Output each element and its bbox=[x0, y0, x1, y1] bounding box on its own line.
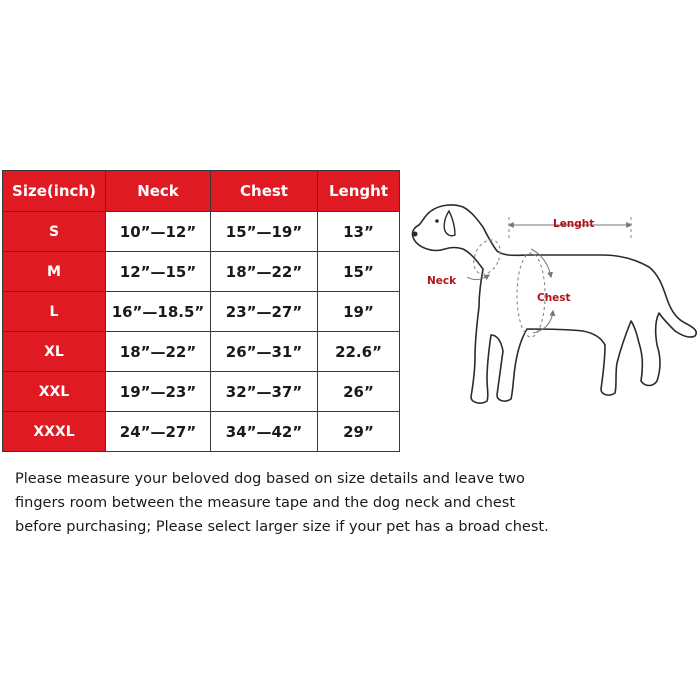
table-row bbox=[3, 292, 400, 332]
chest-cell: 32”—37” bbox=[211, 372, 318, 412]
chest-cell: 34”—42” bbox=[211, 412, 318, 452]
note-line: before purchasing; Please select larger size if your pet has a broad chest. bbox=[15, 519, 549, 535]
neck-cell: 24”—27” bbox=[106, 412, 211, 452]
header-length: Lenght bbox=[318, 171, 400, 212]
table-row bbox=[3, 252, 400, 292]
neck-label: Neck bbox=[427, 275, 457, 287]
chest-cell: 23”—27” bbox=[211, 292, 318, 332]
dog-measurement-diagram bbox=[405, 195, 700, 405]
length-cell: 26” bbox=[318, 372, 400, 412]
header-neck: Neck bbox=[106, 171, 211, 212]
table-row bbox=[3, 332, 400, 372]
length-cell: 15” bbox=[318, 252, 400, 292]
note-line: Please measure your beloved dog based on size details and leave two bbox=[15, 471, 525, 487]
size-cell: XL bbox=[3, 332, 106, 372]
size-cell: XXL bbox=[3, 372, 106, 412]
size-cell: L bbox=[3, 292, 106, 332]
size-chart-table bbox=[2, 170, 400, 452]
chest-label: Chest bbox=[537, 292, 571, 304]
table-row bbox=[3, 412, 400, 452]
length-cell: 29” bbox=[318, 412, 400, 452]
length-cell: 13” bbox=[318, 212, 400, 252]
header-size: Size(inch) bbox=[3, 171, 106, 212]
note-line: fingers room between the measure tape and the dog neck and chest bbox=[15, 495, 516, 511]
neck-cell: 12”—15” bbox=[106, 252, 211, 292]
size-cell: S bbox=[3, 212, 106, 252]
size-cell: XXXL bbox=[3, 412, 106, 452]
chest-cell: 15”—19” bbox=[211, 212, 318, 252]
chest-cell: 18”—22” bbox=[211, 252, 318, 292]
table-header-row bbox=[3, 171, 400, 212]
length-label: Lenght bbox=[553, 218, 595, 230]
table-row bbox=[3, 212, 400, 252]
neck-cell: 18”—22” bbox=[106, 332, 211, 372]
neck-cell: 16”—18.5” bbox=[106, 292, 211, 332]
measurement-note bbox=[15, 467, 695, 539]
neck-cell: 19”—23” bbox=[106, 372, 211, 412]
table-row bbox=[3, 372, 400, 412]
header-chest: Chest bbox=[211, 171, 318, 212]
chest-cell: 26”—31” bbox=[211, 332, 318, 372]
length-cell: 22.6” bbox=[318, 332, 400, 372]
length-cell: 19” bbox=[318, 292, 400, 332]
size-cell: M bbox=[3, 252, 106, 292]
neck-cell: 10”—12” bbox=[106, 212, 211, 252]
